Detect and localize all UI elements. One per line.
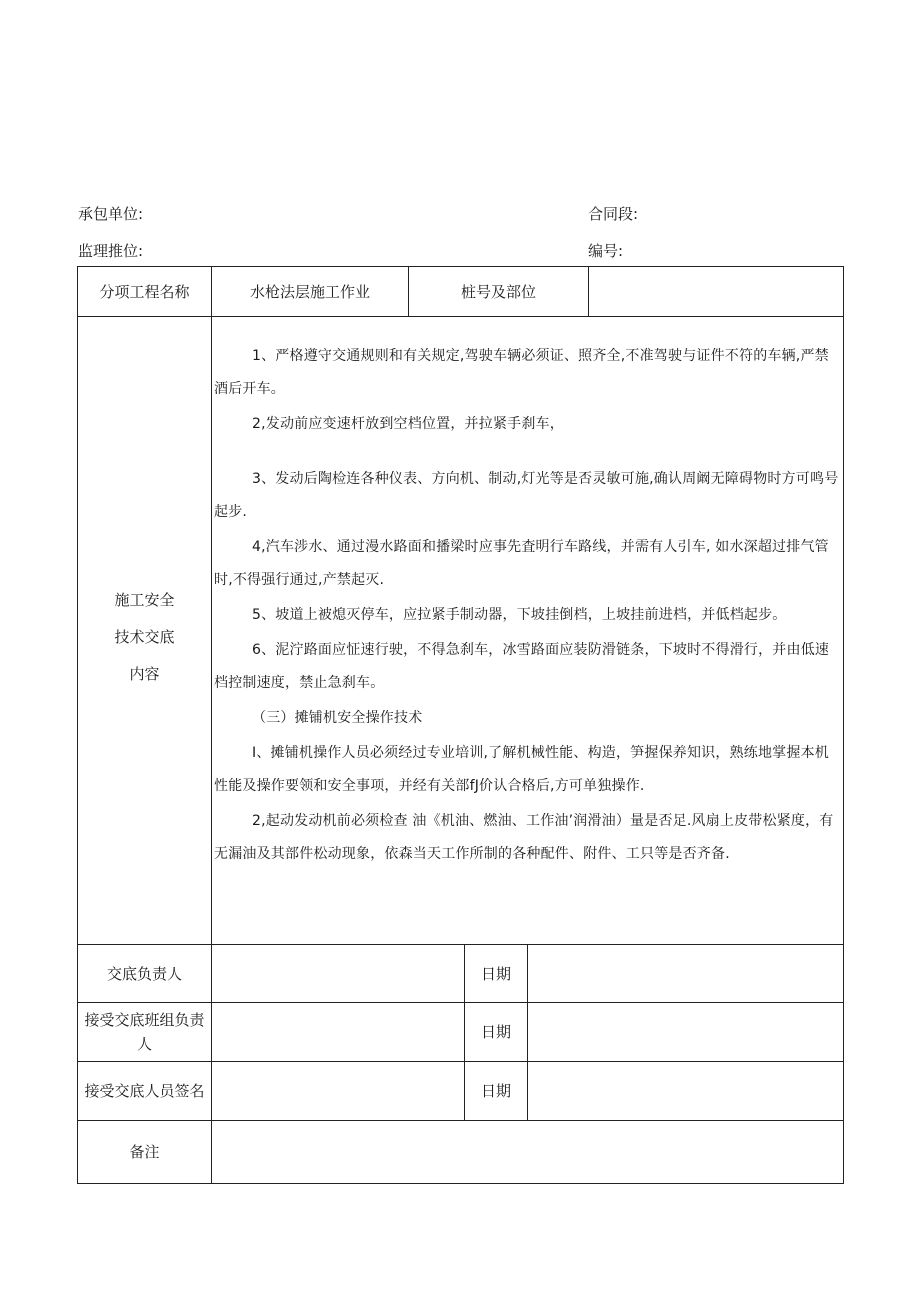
remarks-label: 备注 — [129, 1143, 160, 1161]
date-label-2: 日期 — [480, 1023, 511, 1041]
station-value[interactable] — [589, 267, 843, 316]
receivers-label: 接受交底人员签名 — [84, 1082, 205, 1100]
item-name-value: 水枪法层施工作业 — [249, 282, 370, 301]
paragraph-8: 2,起动发动机前必须检查 油《机油、燃油、工作油’润滑油）量是否足.风扇上皮带松紧度，有无漏油及其部件松动现象，依森当天工作所制的各种配件、附件、工只等是否齐备. — [214, 813, 834, 862]
station-label: 桩号及部位 — [460, 282, 536, 301]
date-field-2[interactable] — [528, 1003, 843, 1061]
item-name-label: 分项工程名称 — [99, 282, 190, 301]
content-label-line3: 内容 — [129, 665, 160, 683]
contract-section-label: 合同段: — [588, 205, 639, 223]
handover-person-label: 交底负责人 — [106, 964, 182, 983]
content-label-line2: 技术交底 — [114, 628, 175, 646]
technical-briefing-content — [214, 340, 842, 871]
date-field-1[interactable] — [528, 945, 843, 1002]
paragraph-2: 2,发动前应变速杆放到空档位置，并拉紧手刹车， — [252, 416, 564, 432]
paragraph-7: I、摊铺机操作人员必须经过专业培训,了解机械性能、构造，笋握保养知识，熟练地掌握本机性能及操作要领和安全事项，并经有关部fJ价认合格后,方可单独操作. — [214, 745, 829, 794]
team-leader-field[interactable] — [212, 1003, 464, 1061]
team-leader-label: 接受交底班组负责人 — [84, 1011, 205, 1053]
remarks-field[interactable] — [212, 1121, 843, 1183]
date-label-3: 日期 — [480, 1082, 511, 1100]
paragraph-3: 3、发动后陶检连各种仪表、方向机、制动,灯光等是否灵敏可施,确认周阚无障碍物时方可鸣号起步. — [214, 471, 839, 520]
paragraph-4: 4,汽车涉水、通过漫水路面和播梁时应事先査明行车路线，并需有人引车, 如水深超过排气管时,不得强行通过,产禁起灭. — [214, 539, 829, 588]
paragraph-1: 1、严格遵守交通规则和有关规定,驾驶车辆必须证、照齐全,不准驾驶与证件不符的车辆,严禁酒后开车。 — [214, 348, 829, 397]
date-field-3[interactable] — [528, 1062, 843, 1120]
paragraph-6: 6、泥泞路面应怔速行驶，不得急刹车，冰雪路面应装防滑链条，下坡时不得滑行，并由低速档控制速度，禁止急刹车。 — [214, 642, 830, 691]
handover-person-field[interactable] — [212, 945, 464, 1002]
date-label-1: 日期 — [480, 964, 511, 983]
paragraph-5: 5、坡道上被熄灭停车，应拉紧手制动器，下坡挂倒档，上坡挂前进档，并低档起步。 — [252, 607, 787, 623]
number-label: 编号: — [588, 242, 624, 260]
receivers-field[interactable] — [212, 1062, 464, 1120]
section-heading: （三）摊铺机安全操作技术 — [252, 710, 423, 726]
content-label-line1: 施工安全 — [114, 591, 175, 609]
supervisor-label: 监理推位: — [78, 242, 144, 260]
contractor-label: 承包单位: — [78, 205, 144, 223]
